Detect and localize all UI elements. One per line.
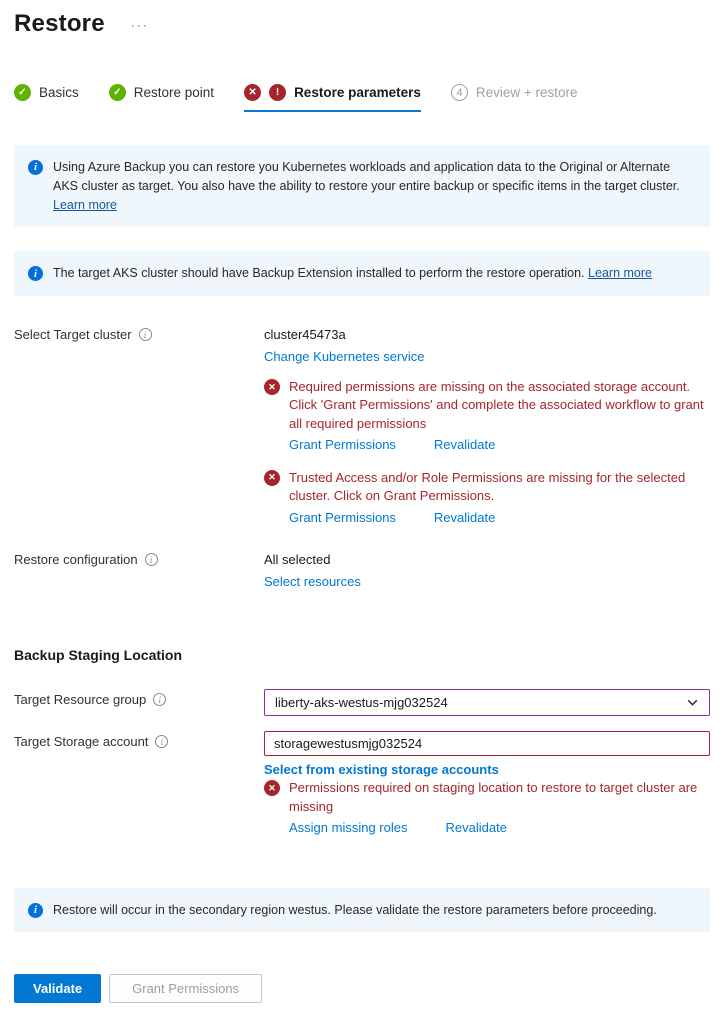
restore-configuration-label-group	[14, 549, 264, 567]
tab-restore-point-label: Restore point	[133, 85, 215, 100]
page-title: Restore	[14, 10, 105, 37]
info-banner-extension-text	[53, 264, 652, 283]
info-banner-intro-body: Using Azure Backup you can restore you Kubernetes workloads and application data to the Original or Alternate AKS cluster as target. You also have the ability to restore your entire backup or specific items in the target cluster.	[53, 160, 680, 193]
select-resources-link[interactable]: Select resources	[264, 574, 361, 590]
storage-permissions-error	[264, 378, 710, 455]
check-circle-icon: ✓	[14, 84, 31, 101]
tab-review-restore-label: Review + restore	[475, 85, 578, 100]
tab-review-restore[interactable]	[451, 84, 578, 112]
staging-permissions-error-links	[289, 819, 710, 837]
target-storage-account-label-group	[14, 731, 264, 749]
trusted-access-error-text: Trusted Access and/or Role Permissions are missing for the selected cluster. Click on Grant Permissions.	[289, 469, 686, 504]
target-cluster-label: Select Target cluster	[14, 327, 132, 342]
target-storage-account-input[interactable]	[264, 731, 710, 756]
info-banner-region	[14, 888, 710, 933]
target-resource-group-selected: liberty-aks-westus-mjg032524	[275, 695, 448, 711]
info-icon: i	[28, 903, 43, 918]
staging-permissions-error	[264, 779, 710, 837]
info-icon: i	[28, 160, 43, 175]
target-resource-group-dropdown[interactable]	[264, 689, 710, 716]
target-resource-group-label: Target Resource group	[14, 692, 147, 708]
tab-basics-label: Basics	[39, 85, 79, 100]
wizard-tabs	[14, 84, 710, 113]
tab-restore-parameters[interactable]	[244, 84, 421, 112]
tab-restore-point[interactable]	[109, 84, 214, 112]
trusted-access-error-body	[289, 469, 710, 527]
info-icon: i	[28, 266, 43, 281]
info-banner-region-text: Restore will occur in the secondary region westus. Please validate the restore parameters before proceeding.	[53, 902, 657, 917]
storage-permissions-error-text: Required permissions are missing on the associated storage account. Click 'Grant Permissions' and complete the associated workflow to grant all required permissions	[289, 379, 704, 431]
target-cluster-label-group	[14, 324, 264, 342]
target-resource-group-value	[264, 689, 710, 716]
cluster-name: cluster45473a	[264, 327, 346, 342]
restore-configuration-value	[264, 549, 710, 589]
revalidate-link[interactable]: Revalidate	[433, 509, 496, 525]
change-kubernetes-service-link[interactable]: Change Kubernetes service	[264, 349, 425, 364]
target-storage-account-label: Target Storage account	[14, 734, 149, 750]
assign-missing-roles-link[interactable]: Assign missing roles	[289, 820, 408, 836]
error-x-circle-icon: ✕	[264, 379, 280, 395]
info-banner-intro	[14, 145, 710, 227]
storage-permissions-error-body	[289, 378, 710, 455]
target-cluster-row	[14, 324, 710, 527]
revalidate-link[interactable]: Revalidate	[445, 820, 507, 836]
info-hint-icon[interactable]: i	[139, 328, 152, 341]
trusted-access-error	[264, 469, 710, 527]
validate-button[interactable]: Validate	[14, 974, 101, 1003]
error-exclamation-circle-icon: !	[269, 84, 286, 101]
target-resource-group-row	[14, 689, 710, 716]
tab-restore-parameters-label: Restore parameters	[294, 85, 421, 100]
target-storage-account-value	[264, 731, 710, 837]
info-hint-icon[interactable]: i	[153, 693, 166, 706]
info-banner-extension-body: The target AKS cluster should have Backup Extension installed to perform the restore operation.	[53, 266, 585, 281]
learn-more-link[interactable]: Learn more	[53, 197, 117, 212]
info-hint-icon[interactable]: i	[145, 553, 158, 566]
grant-permissions-button[interactable]: Grant Permissions	[109, 974, 262, 1003]
chevron-down-icon	[686, 696, 699, 709]
staging-permissions-error-body	[289, 779, 710, 837]
action-bar	[14, 974, 710, 1003]
restore-configuration-row	[14, 549, 710, 589]
info-hint-icon[interactable]: i	[155, 735, 168, 748]
info-banner-intro-text	[53, 158, 696, 214]
error-x-circle-icon: ✕	[244, 84, 261, 101]
restore-configuration-label: Restore configuration	[14, 552, 138, 568]
grant-permissions-link[interactable]: Grant Permissions	[289, 509, 396, 525]
error-x-circle-icon: ✕	[264, 470, 280, 486]
trusted-access-error-links	[289, 509, 710, 527]
restore-configuration-selection: All selected	[264, 552, 331, 568]
more-menu-icon[interactable]: ···	[130, 18, 149, 32]
target-cluster-value	[264, 324, 710, 527]
info-banner-extension	[14, 251, 710, 296]
tab-basics[interactable]	[14, 84, 79, 112]
revalidate-link[interactable]: Revalidate	[433, 437, 496, 453]
grant-permissions-link[interactable]: Grant Permissions	[289, 437, 396, 453]
header	[14, 10, 710, 38]
check-circle-icon: ✓	[109, 84, 126, 101]
backup-staging-heading: Backup Staging Location	[14, 647, 183, 664]
target-resource-group-label-group	[14, 689, 264, 707]
learn-more-link[interactable]: Learn more	[588, 266, 652, 281]
step-number-icon: 4	[451, 84, 468, 101]
select-existing-storage-link[interactable]: Select from existing storage accounts	[264, 762, 499, 778]
target-storage-account-row	[14, 731, 710, 837]
storage-permissions-error-links	[289, 436, 710, 454]
staging-permissions-error-text: Permissions required on staging location to restore to target cluster are missing	[289, 780, 698, 814]
error-x-circle-icon: ✕	[264, 780, 280, 796]
